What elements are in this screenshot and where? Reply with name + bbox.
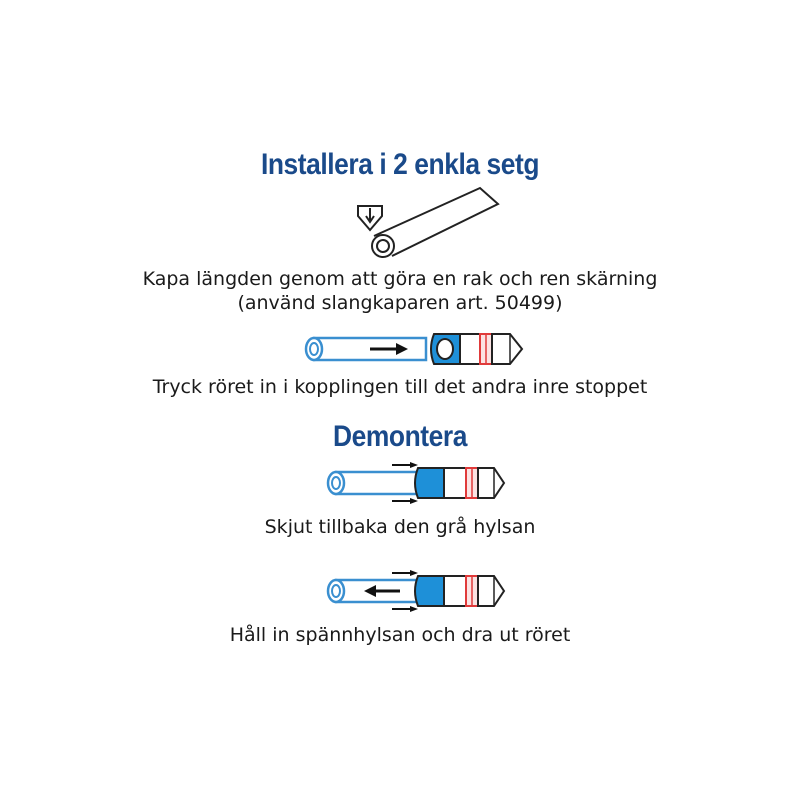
pipe-icon — [372, 188, 498, 257]
install-title: Installera i 2 enkla setg — [260, 148, 540, 181]
fitting-icon — [415, 468, 504, 498]
cutter-marker-icon — [358, 206, 382, 230]
fitting-icon — [415, 576, 504, 606]
install-step1-line1: Kapa längden genom att göra en rak och ren skärning — [142, 268, 658, 290]
push-collet-illustration — [322, 462, 512, 504]
install-step2: Tryck röret in i kopplingen till det andra inre stoppet — [152, 376, 648, 398]
dismantle-step1: Skjut tillbaka den grå hylsan — [264, 516, 536, 538]
push-pipe-illustration — [300, 328, 530, 370]
cut-pipe-illustration — [352, 186, 502, 264]
dismantle-title: Demontera — [333, 420, 467, 453]
fitting-icon — [431, 334, 522, 364]
dismantle-step2: Håll in spännhylsan och dra ut röret — [229, 624, 571, 646]
install-step1-line2: (använd slangkaparen art. 50499) — [237, 292, 563, 314]
pipe-icon — [328, 472, 426, 494]
pull-pipe-illustration — [322, 570, 512, 612]
